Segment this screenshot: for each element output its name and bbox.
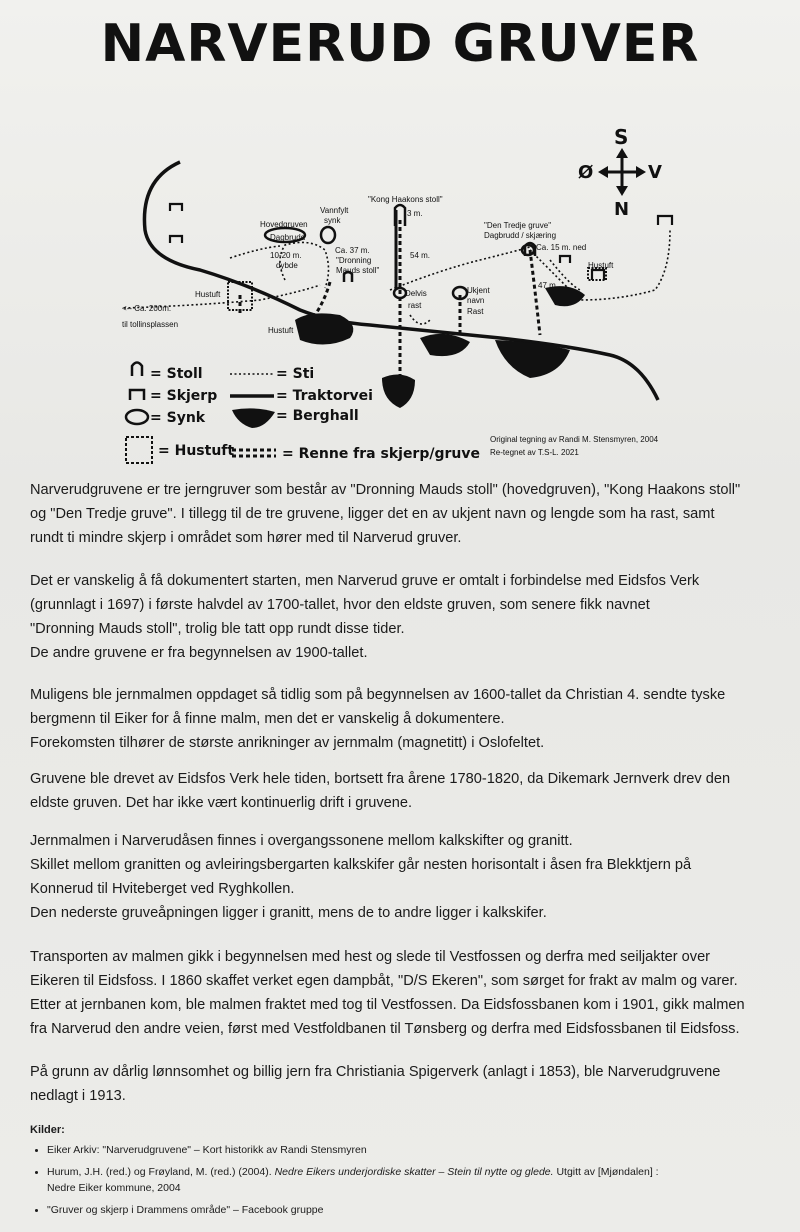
svg-text:10-20 m.: 10-20 m. [270, 251, 302, 260]
map-credit-2: Re-tegnet av T.S-L. 2021 [490, 448, 579, 457]
svg-text:"Dronning: "Dronning [336, 256, 372, 265]
svg-text:= Sti: = Sti [276, 366, 315, 382]
svg-text:til tollinsplassen: til tollinsplassen [122, 320, 179, 329]
svg-text:Dagbrudd: Dagbrudd [270, 233, 306, 242]
text-line: Den nederste gruveåpningen ligger i granitt, mens de to andre ligger i kalkskifer. [30, 905, 547, 921]
text-line: Det er vanskelig å få dokumentert starten, men Narverud gruve er omtalt i forbindelse med Eidsfos Verk [30, 573, 700, 589]
svg-text:= Berghall: = Berghall [276, 408, 359, 424]
svg-text:Delvis: Delvis [405, 289, 427, 298]
svg-text:Ca. 37 m.: Ca. 37 m. [335, 246, 370, 255]
svg-text:rast: rast [408, 301, 422, 310]
text-line: Eikeren til Eidsfoss. I 1860 skaffet verket egen dampbåt, "D/S Ekeren", som sørget for frakt av malm og varer. [30, 973, 738, 989]
text-line: rundt ti mindre skjerp i området som hører med til Narverud gruver. [30, 530, 462, 546]
map-legend [126, 363, 480, 464]
svg-text:= Synk: = Synk [150, 410, 206, 426]
compass-e: V [648, 162, 662, 183]
svg-text:= Renne fra skjerp/gruve: = Renne fra skjerp/gruve [282, 446, 480, 462]
svg-text:= Skjerp: = Skjerp [150, 388, 218, 404]
svg-text:Vannfylt: Vannfylt [320, 206, 349, 215]
svg-text:navn: navn [467, 296, 485, 305]
source-item: • Hurum, J.H. (red.) og Frøyland, M. (red.) (2004). Nedre Eikers underjordiske skatter – Stein til nytte og glede. Utgitt av [Mjøndalen] : Nedre Eiker kommune, 2004 [47, 1164, 780, 1196]
svg-text:= Stoll: = Stoll [150, 366, 203, 382]
text-line: Narverudgruvene er tre jerngruver som består av "Dronning Mauds stoll" (hovedgruven), "Kong Haakons stoll" [30, 482, 741, 498]
compass-w: Ø [578, 162, 594, 183]
paragraph-3 [30, 683, 780, 755]
svg-text:54 m.: 54 m. [410, 251, 431, 260]
text-line: "Dronning Mauds stoll", trolig ble tatt opp rundt disse tider. [30, 621, 405, 637]
sources-label: Kilder: [30, 1124, 65, 1136]
text-line: Transporten av malmen gikk i begynnelsen med hest og slede til Vestfossen og derfra med seiljakter over [30, 949, 711, 965]
svg-text:Mauds stoll": Mauds stoll" [336, 266, 380, 275]
svg-text:Ukjent: Ukjent [467, 286, 490, 295]
text-line: Konnerud til Hviteberget ved Ryghkollen. [30, 881, 295, 897]
paragraph-4 [30, 767, 780, 815]
svg-text:<-- Ca. 200m.: <-- Ca. 200m. [122, 304, 172, 313]
text-line: Muligens ble jernmalmen oppdaget så tidlig som på begynnelsen av 1600-tallet da Christian 4. sendte tyske [30, 687, 726, 703]
svg-text:= Traktorvei: = Traktorvei [276, 388, 373, 404]
svg-text:3 m.: 3 m. [407, 209, 423, 218]
sources [30, 1122, 780, 1224]
paragraph-5 [30, 829, 780, 925]
svg-text:dybde: dybde [276, 261, 298, 270]
svg-text:47 m.: 47 m. [538, 281, 559, 290]
text-line: På grunn av dårlig lønnsomhet og billig jern fra Christiania Spigerverk (anlagt i 1853), ble Narverudgruvene [30, 1064, 721, 1080]
text-line: eldste gruven. Det har ikke vært kontinuerlig drift i gruvene. [30, 795, 413, 811]
map-credit-1: Original tegning av Randi M. Stensmyren, 2004 [490, 435, 659, 444]
source-item: • Eiker Arkiv: "Narverudgruvene" – Kort historikk av Randi Stensmyren [47, 1142, 780, 1158]
svg-text:Hustuft: Hustuft [268, 326, 294, 335]
text-line: De andre gruvene er fra begynnelsen av 1900-tallet. [30, 645, 368, 661]
text-line: (grunnlagt i 1697) i første halvdel av 1700-tallet, hvor den eldste gruven, som senere fikk navnet [30, 597, 650, 613]
svg-text:synk: synk [324, 216, 341, 225]
compass-s: N [614, 199, 630, 220]
svg-text:"Kong Haakons stoll": "Kong Haakons stoll" [368, 195, 443, 204]
text-line: og "Den Tredje gruve". I tillegg til de tre gruvene, ligger det en av ukjent navn og lengde som ha rast, samt [30, 506, 715, 522]
svg-text:Rast: Rast [467, 307, 484, 316]
text-line: Gruvene ble drevet av Eidsfos Verk hele tiden, bortsett fra årene 1780-1820, da Dikemark Jernverk drev den [30, 771, 731, 787]
text-line: bergmenn til Eiker for å finne malm, men det er vanskelig å dokumentere. [30, 711, 505, 727]
paragraph-1 [30, 478, 780, 550]
paragraph-7 [30, 1060, 780, 1108]
svg-text:Hustuft: Hustuft [195, 290, 221, 299]
svg-text:Ca. 15 m. ned: Ca. 15 m. ned [536, 243, 587, 252]
svg-text:= Hustuft: = Hustuft [158, 443, 235, 459]
paragraph-6 [30, 945, 780, 1041]
adits [344, 205, 535, 290]
text-line: Forekomsten tilhører de største anrikninger av jernmalm (magnetitt) i Oslofeltet. [30, 735, 545, 751]
svg-text:Dagbrudd / skjæring: Dagbrudd / skjæring [484, 231, 557, 240]
text-line: Jernmalmen i Narverudåsen finnes i overgangssonene mellom kalkskifter og granitt. [30, 833, 573, 849]
svg-text:Hustuft: Hustuft [588, 261, 614, 270]
svg-text:Hovedgruven: Hovedgruven [260, 220, 308, 229]
text-line: Skillet mellom granitten og avleiringsbergarten kalkskifer går nesten horisontalt i åsen fra Blekktjern på [30, 857, 692, 873]
svg-text:"Den Tredje gruve": "Den Tredje gruve" [484, 221, 552, 230]
map-labels [122, 195, 614, 335]
compass-rose [578, 125, 662, 220]
paragraph-2 [30, 569, 780, 665]
source-item: • "Gruver og skjerp i Drammens område" – Facebook gruppe [47, 1202, 780, 1218]
text-line: fra Narverud den andre veien, først med Vestfoldbanen til Tønsberg og derfra med Eidsfossbanen til Eidsfoss. [30, 1021, 740, 1037]
text-line: nedlagt i 1913. [30, 1088, 126, 1104]
compass-n: S [614, 125, 629, 149]
text-line: Etter at jernbanen kom, ble malmen fraktet med tog til Vestfossen. Da Eidsfossbanen kom i 1901, gikk malmen [30, 997, 745, 1013]
page-title: NARVERUD GRUVER [100, 14, 700, 74]
mine-map [110, 110, 700, 470]
